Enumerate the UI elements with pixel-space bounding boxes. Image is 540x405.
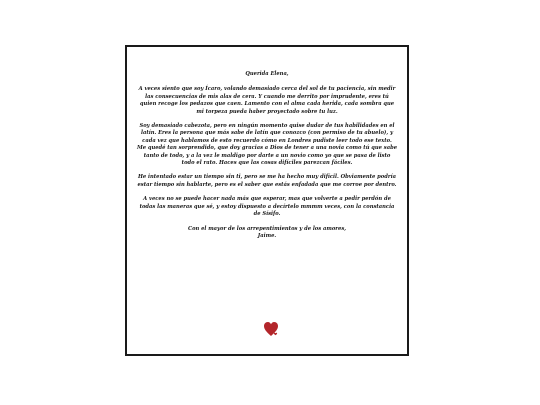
letter-paragraph-4: A veces no se puede hacer nada más que esperar, mas que volverte a pedir perdón de todas las maneras que sé, y estoy dispuesto a decírtelo mmmm veces, con la constancia de Sísifo. xyxy=(139,196,395,218)
heart-icon xyxy=(263,320,279,338)
letter-paragraph-3: He intentado estar un tiempo sin ti, pero se me ha hecho muy difícil. Obviamente podría estar tiempo sin hablarte, pero es el saber que estás enfadada que me corroe por dentro. xyxy=(137,174,397,188)
closing-line-1: Con el mayor de los arrepentimientos y de los amores, xyxy=(187,225,347,232)
letter-paragraph-1: A veces siento que soy Ícaro, volando demasiado cerca del sol de tu paciencia, sin medir las consecuencias de mis alas de cera. Y cuando me derrito por imprudente, eres tú quien recoge los pedazos que caen. Lamento con el alma cada herida, cada sombra que mi torpeza pueda haber proyectado sobre tu luz. xyxy=(138,86,396,115)
letter-card xyxy=(125,45,409,356)
letter-body xyxy=(137,71,397,247)
letter-greeting: Querida Elena, xyxy=(245,71,289,77)
letter-closing xyxy=(137,226,397,241)
signature: Jaime. xyxy=(257,232,277,239)
letter-paragraph-2: Soy demasiado cabezota, pero en ningún momento quise dudar de tus habilidades en el latín. Eres la persona que más sabe de latín que conozco (con permiso de tu abuelo), y cada vez que hablamos de esto recuerdo cómo en Londres pudiste leer todo ese texto. Me quedé tan sorprendido, que doy gracias a Dios de tener a una novia como tú que sabe tanto de todo, y a la vez le maldigo por darte a un novio como yo que se pasa de listo todo el rato. Haces que las cosas difíciles parezcan fáciles. xyxy=(137,123,397,167)
